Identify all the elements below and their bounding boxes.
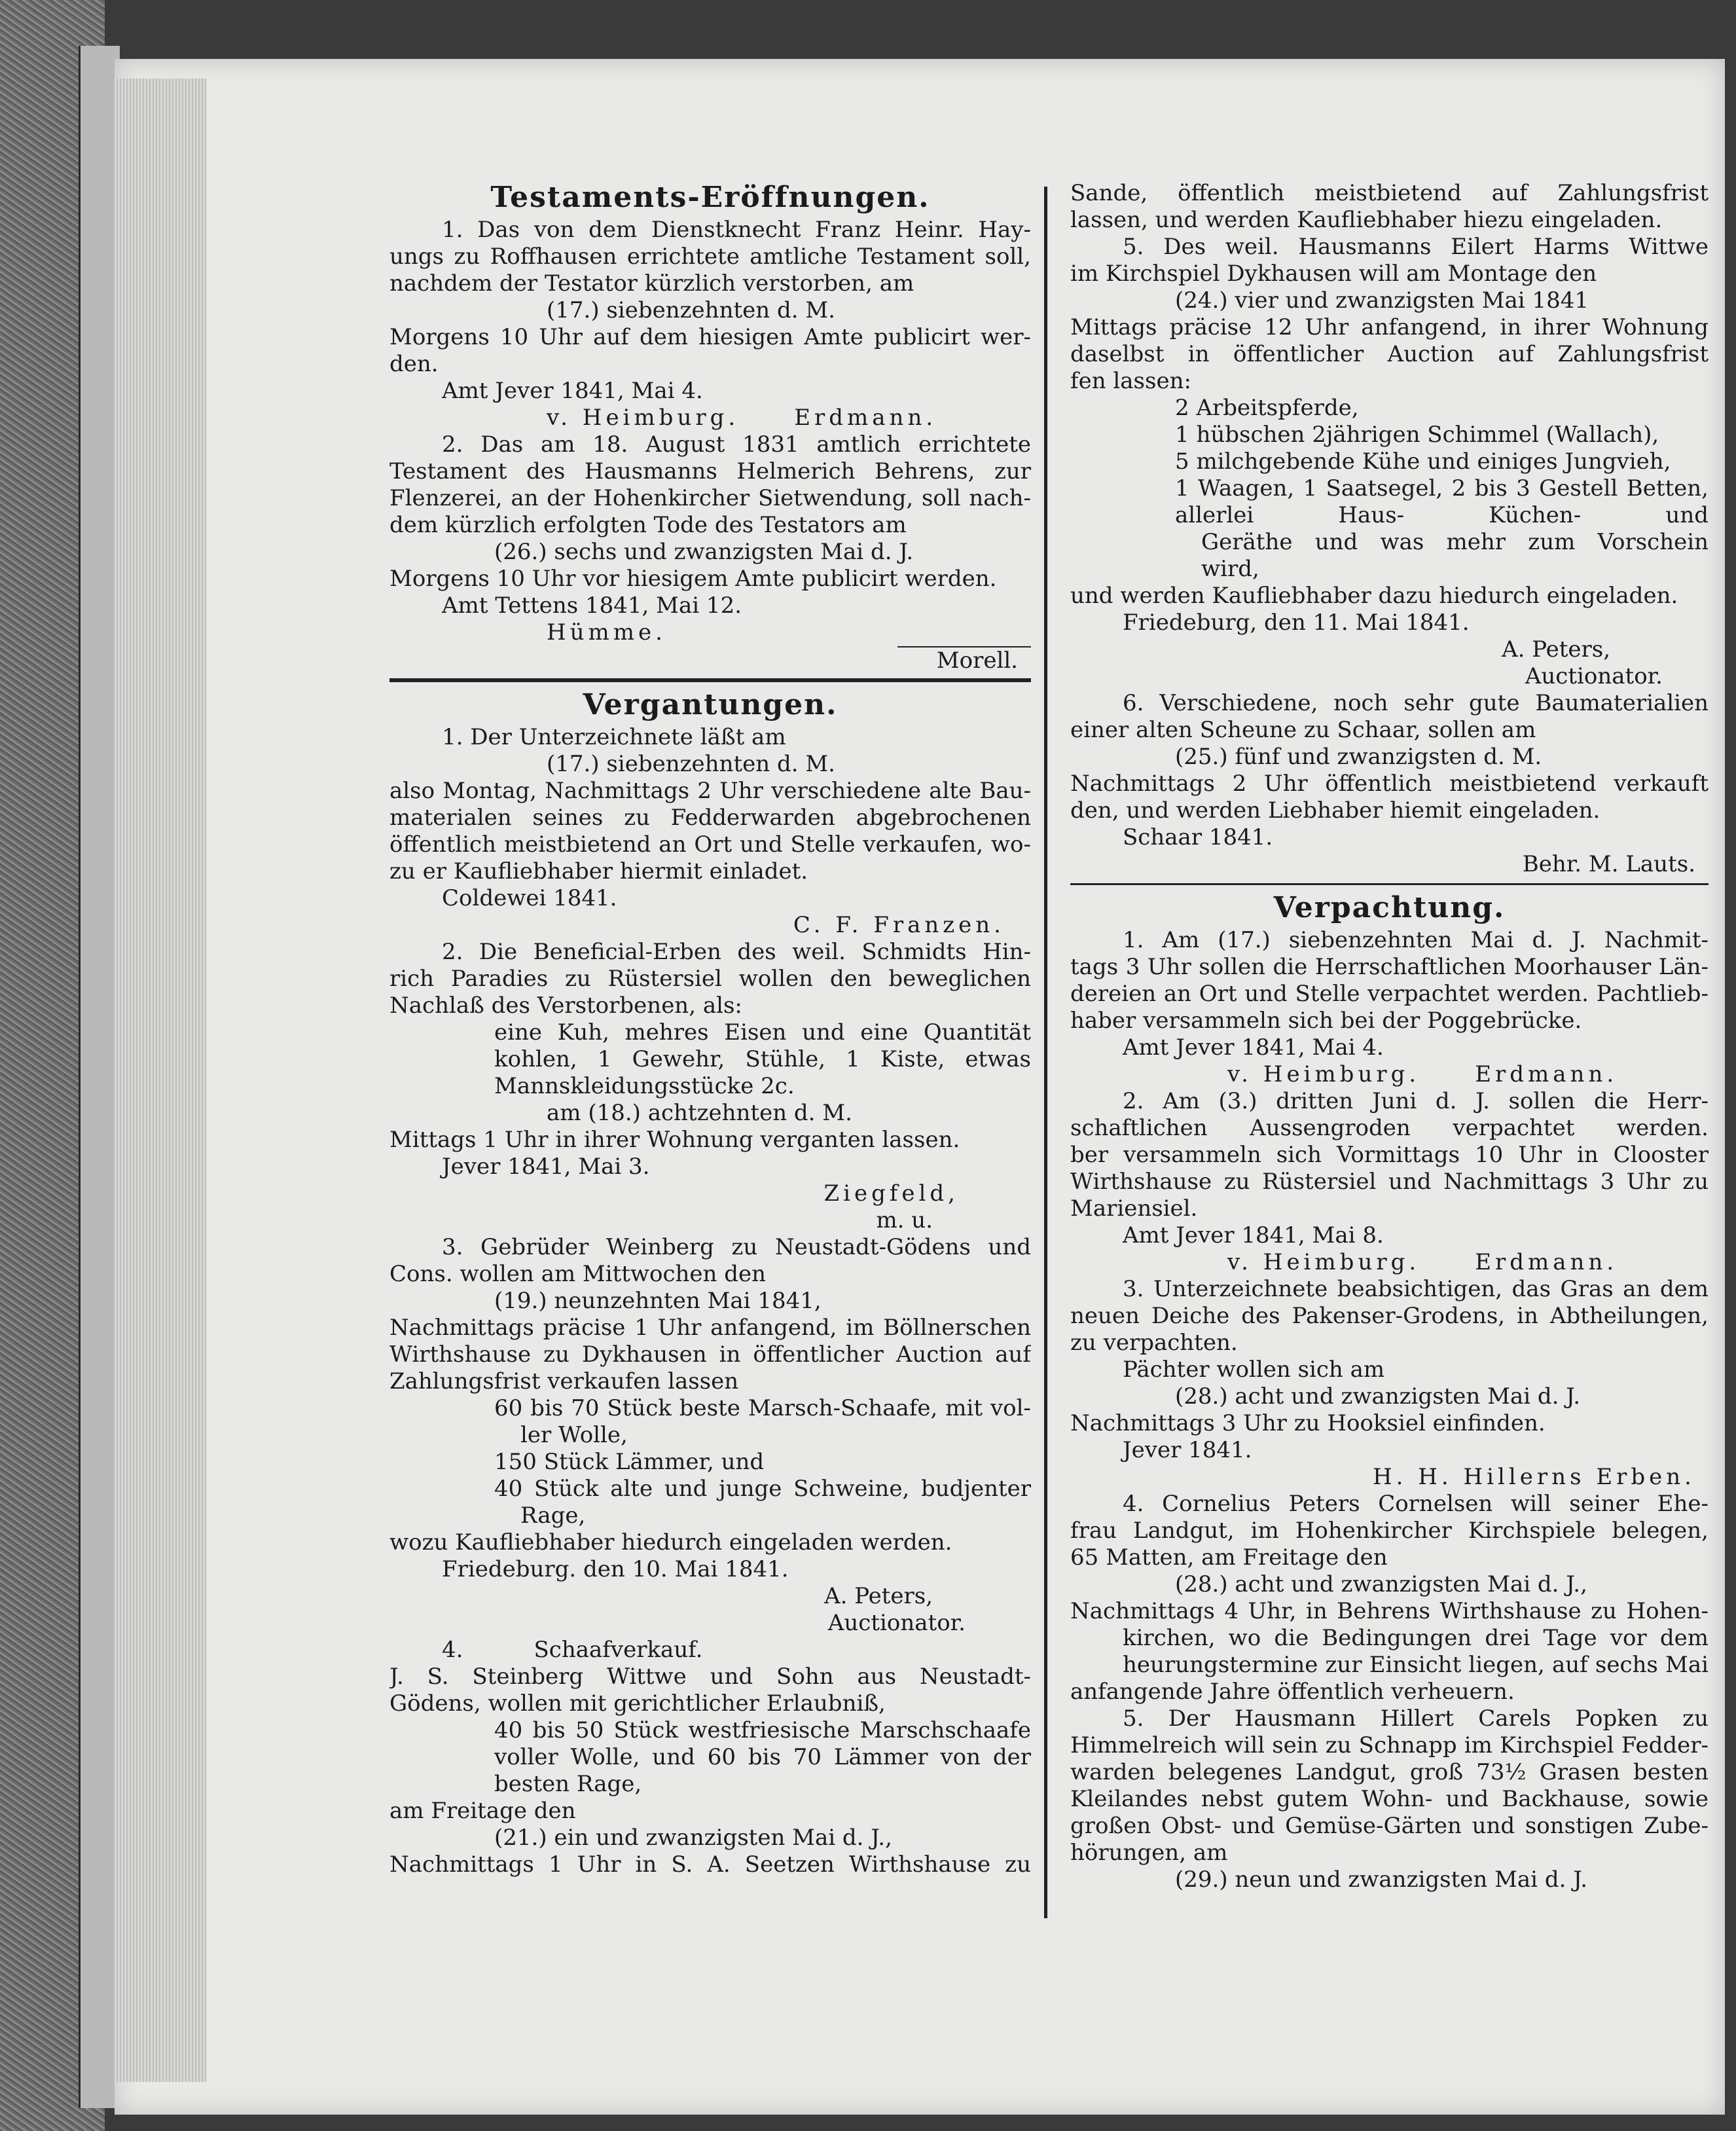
place-date-line: Coldewei 1841. bbox=[442, 885, 617, 911]
date-line: (19.) neunzehnten Mai 1841, bbox=[494, 1288, 822, 1314]
list-line: Rage, bbox=[520, 1503, 586, 1529]
list-line: 40 Stück alte und junge Schweine, budjenter bbox=[494, 1476, 1031, 1502]
text-line: tags 3 Uhr sollen die Herrschaftlichen Moorhauser Län- bbox=[1070, 954, 1709, 980]
text-line: Mittags 1 Uhr in ihrer Wohnung verganten lassen. bbox=[389, 1127, 960, 1153]
signature-line: Behr. M. Lauts. bbox=[1522, 851, 1695, 877]
section-heading-verpachtung: Verpachtung. bbox=[1273, 891, 1506, 924]
text-line: Cons. wollen am Mittwochen den bbox=[389, 1261, 767, 1287]
text-line: dem kürzlich erfolgten Tode des Testators am bbox=[389, 512, 907, 538]
text-line: 5. Des weil. Hausmanns Eilert Harms Wittwe bbox=[1123, 234, 1709, 260]
list-line: ler Wolle, bbox=[520, 1422, 628, 1448]
text-line: und werden Kaufliebhaber dazu hiedurch eingeladen. bbox=[1070, 583, 1678, 609]
list-line: wird, bbox=[1201, 556, 1259, 582]
text-line: heurungstermine zur Einsicht liegen, auf sechs Mai bbox=[1123, 1652, 1709, 1678]
page-edges bbox=[115, 79, 206, 2082]
date-line: (28.) acht und zwanzigsten Mai d. J., bbox=[1175, 1571, 1587, 1597]
text-line: ber versammeln sich Vormittags 10 Uhr in Clooster bbox=[1070, 1142, 1709, 1168]
signature-line: A. Peters, bbox=[824, 1583, 933, 1609]
newspaper-page bbox=[115, 59, 1725, 2115]
book-spine-edge bbox=[79, 46, 120, 2108]
text-line: 3. Unterzeichnete beabsichtigen, das Gras an dem bbox=[1123, 1276, 1709, 1302]
text-line: den. bbox=[389, 351, 439, 377]
signature-line: v. Heimburg. Erdmann. bbox=[547, 405, 937, 431]
signature-line bbox=[389, 646, 1031, 673]
text-line: haber versammeln sich bei der Poggebrücke. bbox=[1070, 1008, 1582, 1034]
list-line: allerlei Haus- Küchen- und bbox=[1175, 502, 1709, 528]
list-line: 1 hübschen 2jährigen Schimmel (Wallach), bbox=[1175, 422, 1659, 448]
text-line: am Freitage den bbox=[389, 1798, 576, 1824]
section-heading-testaments: Testaments-Eröffnungen. bbox=[490, 181, 930, 214]
text-line: dereien an Ort und Stelle verpachtet werden. Pachtlieb- bbox=[1070, 981, 1709, 1007]
text-line: nachdem der Testator kürzlich verstorben, am bbox=[389, 270, 914, 297]
text-line: Wirthshause zu Rüstersiel und Nachmittags 3 Uhr zu bbox=[1070, 1169, 1709, 1195]
text-line: Nachmittags 2 Uhr öffentlich meistbietend verkauft bbox=[1070, 771, 1709, 797]
signature-line: Auctionator. bbox=[827, 1610, 966, 1636]
signature-line: Hümme. bbox=[547, 619, 666, 646]
text-line: Nachmittags 4 Uhr, in Behrens Wirthshause zu Hohen- bbox=[1070, 1598, 1709, 1624]
left-column bbox=[389, 180, 1031, 1878]
text-line: Zahlungsfrist verkaufen lassen bbox=[389, 1368, 739, 1394]
section-heading-vergantungen: Vergantungen. bbox=[583, 688, 838, 721]
list-line: 150 Stück Lämmer, und bbox=[494, 1449, 765, 1475]
text-line: warden belegenes Landgut, groß 73½ Grasen besten bbox=[1070, 1759, 1709, 1785]
place-date-line: Jever 1841, Mai 3. bbox=[442, 1154, 650, 1180]
date-line: (21.) ein und zwanzigsten Mai d. J., bbox=[494, 1825, 892, 1851]
column-divider bbox=[1044, 187, 1047, 1918]
place-date-line: Schaar 1841. bbox=[1123, 824, 1273, 850]
section-rule bbox=[389, 678, 1031, 682]
text-line: den, und werden Liebhaber hiemit eingeladen. bbox=[1070, 797, 1600, 824]
text-line: 1. Der Unterzeichnete läßt am bbox=[442, 724, 786, 750]
text-line: 1. Das von dem Dienstknecht Franz Heinr. Hay- bbox=[442, 217, 1031, 243]
signature-line: m. u. bbox=[876, 1207, 933, 1233]
text-line: 2. Die Beneficial-Erben des weil. Schmidts Hin- bbox=[442, 939, 1031, 965]
text-line: lassen, und werden Kaufliebhaber hiezu eingeladen. bbox=[1070, 207, 1663, 233]
signature-line: H. H. Hillerns Erben. bbox=[1373, 1464, 1695, 1490]
text-line: kirchen, wo die Bedingungen drei Tage vor dem bbox=[1123, 1625, 1709, 1651]
text-line: Nachmittags 1 Uhr in S. A. Seetzen Wirthshause zu bbox=[389, 1851, 1031, 1878]
text-line: frau Landgut, im Hohenkircher Kirchspiele belegen, bbox=[1070, 1518, 1709, 1544]
text-line: Mariensiel. bbox=[1070, 1195, 1198, 1222]
signature-line: A. Peters, bbox=[1502, 636, 1610, 663]
text-line: Morgens 10 Uhr vor hiesigem Amte publicirt werden. bbox=[389, 566, 997, 592]
signature-line: Auctionator. bbox=[1525, 663, 1663, 689]
list-line: eine Kuh, mehres Eisen und eine Quantität bbox=[494, 1019, 1031, 1046]
list-line: 2 Arbeitspferde, bbox=[1175, 395, 1359, 421]
text-line: Mittags präcise 12 Uhr anfangend, in ihrer Wohnung bbox=[1070, 314, 1709, 340]
list-line: Mannskleidungsstücke 2c. bbox=[494, 1073, 795, 1099]
text-line: Himmelreich will sein zu Schnapp im Kirchspiel Fedder- bbox=[1070, 1732, 1709, 1758]
list-line: voller Wolle, und 60 bis 70 Lämmer von der bbox=[494, 1744, 1031, 1770]
date-line: (17.) siebenzehnten d. M. bbox=[547, 297, 835, 323]
date-line: (24.) vier und zwanzigsten Mai 1841 bbox=[1175, 287, 1589, 314]
right-column bbox=[1070, 180, 1709, 1893]
place-date-line: Friedeburg. den 10. Mai 1841. bbox=[442, 1556, 789, 1582]
place-date-line: Amt Jever 1841, Mai 4. bbox=[1123, 1034, 1384, 1061]
text-line: 2. Das am 18. August 1831 amtlich errichtete bbox=[442, 431, 1031, 458]
text-line: Flenzerei, an der Hohenkircher Sietwendung, soll nach- bbox=[389, 485, 1031, 511]
date-line: (17.) siebenzehnten d. M. bbox=[547, 751, 835, 777]
text-line: fen lassen: bbox=[1070, 368, 1191, 394]
list-line: 1 Waagen, 1 Saatsegel, 2 bis 3 Gestell Betten, bbox=[1175, 475, 1709, 501]
text-line: Gödens, wollen mit gerichtlicher Erlaubniß, bbox=[389, 1690, 886, 1717]
text-line: J. S. Steinberg Wittwe und Sohn aus Neustadt- bbox=[389, 1664, 1031, 1690]
list-line: 40 bis 50 Stück westfriesische Marschschaafe bbox=[494, 1717, 1031, 1743]
text-line: daselbst in öffentlicher Auction auf Zahlungsfrist bbox=[1070, 341, 1709, 367]
list-line: kohlen, 1 Gewehr, Stühle, 1 Kiste, etwas bbox=[494, 1046, 1031, 1072]
text-line: Nachlaß des Verstorbenen, als: bbox=[389, 993, 742, 1019]
text-line: 1. Am (17.) siebenzehnten Mai d. J. Nachmit- bbox=[1123, 927, 1709, 953]
text-line: hörungen, am bbox=[1070, 1840, 1228, 1866]
date-line: (28.) acht und zwanzigsten Mai d. J. bbox=[1175, 1383, 1581, 1410]
place-date-line: Friedeburg, den 11. Mai 1841. bbox=[1123, 610, 1470, 636]
text-line: einer alten Scheune zu Schaar, sollen am bbox=[1070, 717, 1536, 743]
text-line: Nachmittags 3 Uhr zu Hooksiel einfinden. bbox=[1070, 1410, 1546, 1436]
text-line: Pächter wollen sich am bbox=[1123, 1357, 1385, 1383]
signature-line: v. Heimburg. Erdmann. bbox=[1227, 1249, 1618, 1275]
text-line: schaftlichen Aussengroden verpachtet werden. bbox=[1070, 1115, 1709, 1141]
text-line: 5. Der Hausmann Hillert Carels Popken zu bbox=[1123, 1705, 1709, 1732]
date-line: (25.) fünf und zwanzigsten d. M. bbox=[1175, 744, 1542, 770]
text-line: also Montag, Nachmittags 2 Uhr verschiedene alte Bau- bbox=[389, 778, 1031, 804]
text-line: 3. Gebrüder Weinberg zu Neustadt-Gödens und bbox=[442, 1234, 1031, 1260]
place-date-line: Amt Tettens 1841, Mai 12. bbox=[442, 592, 742, 619]
list-line: 60 bis 70 Stück beste Marsch-Schaafe, mit vol- bbox=[494, 1395, 1031, 1421]
text-line: 6. Verschiedene, noch sehr gute Baumaterialien bbox=[1123, 690, 1709, 716]
text-line: ungs zu Roffhausen errichtete amtliche Testament soll, bbox=[389, 244, 1031, 270]
text-line: Nachmittags präcise 1 Uhr anfangend, im Böllnerschen bbox=[389, 1315, 1031, 1341]
list-line: Geräthe und was mehr zum Vorschein bbox=[1201, 529, 1709, 555]
date-line: am (18.) achtzehnten d. M. bbox=[547, 1100, 852, 1126]
signature-line: Ziegfeld, bbox=[823, 1180, 959, 1207]
text-line: neuen Deiche des Pakenser-Grodens, in Abtheilungen, bbox=[1070, 1303, 1709, 1329]
date-line: (29.) neun und zwanzigsten Mai d. J. bbox=[1175, 1867, 1588, 1893]
text-line: materialen seines zu Fedderwarden abgebrochenen bbox=[389, 805, 1031, 831]
date-line: (26.) sechs und zwanzigsten Mai d. J. bbox=[494, 539, 914, 565]
place-date-line: Amt Jever 1841, Mai 4. bbox=[442, 378, 703, 404]
text-line: 4. Cornelius Peters Cornelsen will seiner Ehe- bbox=[1123, 1491, 1709, 1517]
text-line: Sande, öffentlich meistbietend auf Zahlungsfrist bbox=[1070, 180, 1709, 206]
place-date-line: Jever 1841. bbox=[1123, 1437, 1252, 1463]
list-line: besten Rage, bbox=[494, 1771, 642, 1797]
text-line: 65 Matten, am Freitage den bbox=[1070, 1544, 1388, 1571]
text-line: großen Obst- und Gemüse-Gärten und sonstigen Zube- bbox=[1070, 1813, 1709, 1839]
subsection-heading: 4. Schaafverkauf. bbox=[442, 1637, 703, 1663]
place-date-line: Amt Jever 1841, Mai 8. bbox=[1123, 1222, 1384, 1248]
text-line: rich Paradies zu Rüstersiel wollen den beweglichen bbox=[389, 966, 1031, 992]
text-line: zu er Kaufliebhaber hiermit einladet. bbox=[389, 858, 808, 884]
text-line: 2. Am (3.) dritten Juni d. J. sollen die Herr- bbox=[1123, 1088, 1709, 1114]
text-line: Wirthshause zu Dykhausen in öffentlicher Auction auf bbox=[389, 1341, 1031, 1368]
text-line: Morgens 10 Uhr auf dem hiesigen Amte publicirt wer- bbox=[389, 324, 1031, 350]
signature-line: C. F. Franzen. bbox=[793, 912, 1005, 938]
signature-line: v. Heimburg. Erdmann. bbox=[1227, 1061, 1618, 1087]
signature-morell: Morell. bbox=[897, 646, 1031, 673]
text-line: Testament des Hausmanns Helmerich Behrens, zur bbox=[389, 458, 1031, 484]
text-line: anfangende Jahre öffentlich verheuern. bbox=[1070, 1679, 1515, 1705]
text-line: wozu Kaufliebhaber hiedurch eingeladen werden. bbox=[389, 1529, 952, 1556]
list-line: 5 milchgebende Kühe und einiges Jungvieh, bbox=[1175, 448, 1671, 475]
text-line: zu verpachten. bbox=[1070, 1330, 1238, 1356]
text-line: öffentlich meistbietend an Ort und Stelle verkaufen, wo- bbox=[389, 831, 1031, 858]
text-line: im Kirchspiel Dykhausen will am Montage den bbox=[1070, 261, 1597, 287]
text-line: Kleilandes nebst gutem Wohn- und Backhause, sowie bbox=[1070, 1786, 1709, 1812]
section-rule bbox=[1070, 883, 1709, 885]
